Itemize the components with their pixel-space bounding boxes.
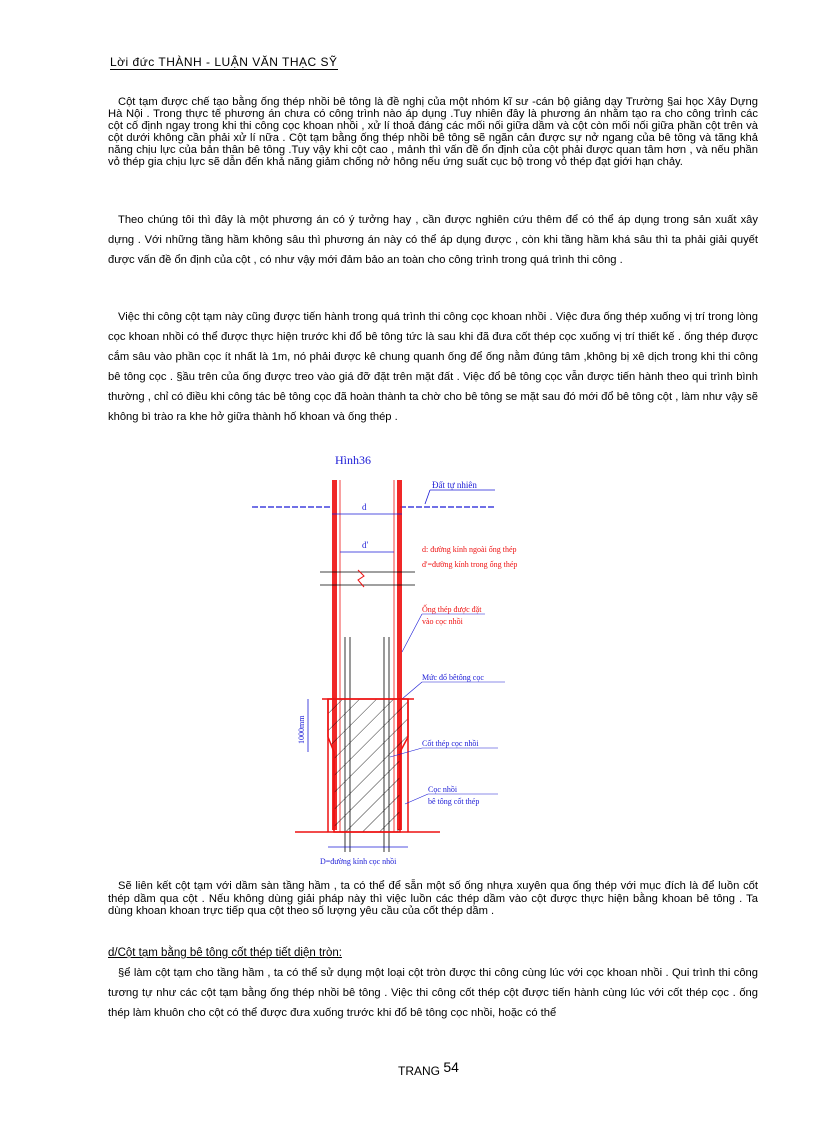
concrete-level-label: Mức đổ bêtông cọc — [422, 673, 484, 682]
paragraph-2: Theo chúng tôi thì đây là một phương án có ý tưởng hay , cần được nghiên cứu thêm để có thể áp dụng trong sản xuất xây dựng . Với những tầng hầm không sâu thì phương án này có thể áp dụng được , còn khi tầng hầm khá sâu thì ta phải giải quyết được vấn đề ổn định của cột , có như vậy mới đảm bảo an toàn cho công trình trong quá trình thi công . — [108, 214, 758, 266]
figure-title: Hình36 — [335, 453, 371, 467]
figure-hinh36 — [250, 452, 520, 872]
pipe-label-2: vào cọc nhồi — [422, 617, 463, 626]
paragraph-6: §ể làm cột tạm cho tầng hầm , ta có thể sử dụng một loại cột tròn được thi công cùng lúc với cọc khoan nhồi . Qui trình thi công tương tự như các cột tạm bằng ống thép nhồi bê tông . Việc thi công cốt thép cột được tiến hành cùng lúc với cốt thép cọc . ống thép làm khuôn cho cột có thể được đưa xuống trước khi đổ bê tông cọc nhồi, hoặc có thể — [108, 967, 758, 1019]
legend-d: d: đường kính ngoài ống thép — [422, 545, 517, 554]
subheading: d/Cột tạm bằng bê tông cốt thép tiết diện tròn: — [108, 947, 342, 959]
legend-d1: d'=đường kính trong ống thép — [422, 560, 518, 569]
page-footer: TRANG 54 — [398, 1062, 459, 1078]
rebar-label: Cốt thép cọc nhồi — [422, 739, 479, 748]
pipe-label-1: Ống thép được đặt — [422, 605, 482, 614]
d-label: d — [362, 502, 367, 512]
D-label: D=đường kính cọc nhồi — [320, 857, 397, 866]
paragraph-5: Sẽ liên kết cột tạm với dầm sàn tầng hầm , ta có thể để sẵn một số ống nhựa xuyên qua ống thép với mục đích là để luồn cốt thép dầm qua cột . Nếu không dùng giải pháp này thì việc luồn các thép dầm vào cột được thực hiện bằng khoan bê tông . Ta dùng khoan khoan trực tiếp qua cột theo số lượng yêu cầu của cốt thép dầm . — [108, 880, 758, 917]
pile-label-1: Cọc nhồi — [428, 785, 458, 794]
depth-label: 1000mm — [297, 715, 306, 744]
paragraph-3: Việc thi công cột tạm này cũng được tiến hành trong quá trình thi công cọc khoan nhồi . Việc đưa ống thép xuống vị trí trong lòng cọc khoan nhồi có thể được thực hiện trước khi đổ bê tông tức là sau khi đã đưa cốt thép cọc xuống vị trí thiết kế . ống thép được cắm sâu vào phần cọc ít nhất là 1m, nó phải được kê chung quanh ống để ống nằm đúng tâm ,không bị xê dịch trong khi thi công bê tông cọc . §ầu trên của ống được treo vào giá đỡ đặt trên mặt đất . Việc đổ bê tông cọc vẫn được tiến hành theo qui trình bình thường , chỉ có điều khi công tác bê tông cọc đã hoàn thành ta chờ cho bê tông se mặt sau đó mới đổ bê tông cột , làm như vậy sẽ không bì trào ra khe hở giữa thành hố khoan và ống thép . — [108, 311, 758, 423]
ground-label: Đất tự nhiên — [432, 480, 477, 490]
pile-label-2: bê tông cốt thép — [428, 797, 480, 806]
d1-label: d' — [362, 540, 369, 550]
paragraph-1: Cột tạm được chế tạo bằng ống thép nhồi bê tông là đề nghị của một nhóm kĩ sư -cán bộ giảng dạy Trường §ai học Xây Dựng Hà Nội . Trong thực tế phương án chưa có công trình nào áp dụng .Tuy nhiên đây là phương án nhằm tạo ra cho công trình các cột cố định ngay trong khi thi công cọc khoan nhồi , xử lí thoả đáng các mối nối giữa dầm và cột còn mối nối giữa phần cột trên và cột dưới không cần phải xử lí nữa . Cột tạm bằng ống thép nhồi bê tông sẽ ngăn cản được sự nở ngang của bê tông và tăng khả năng chịu lực của bản thân bê tông .Tuy vậy khi cột cao , mảnh thì vấn đề ổn định của cột phải được quan tâm hơn , và nếu phần vỏ thép gia chịu lực sẽ dẫn đến khả năng giảm chống nở hông nếu ứng suất cục bộ trong vỏ thép đạt giới hạn chảy. — [108, 96, 758, 168]
running-header: Lời đức THÀNH - LUẬN VĂN THẠC SỸ — [110, 55, 338, 69]
